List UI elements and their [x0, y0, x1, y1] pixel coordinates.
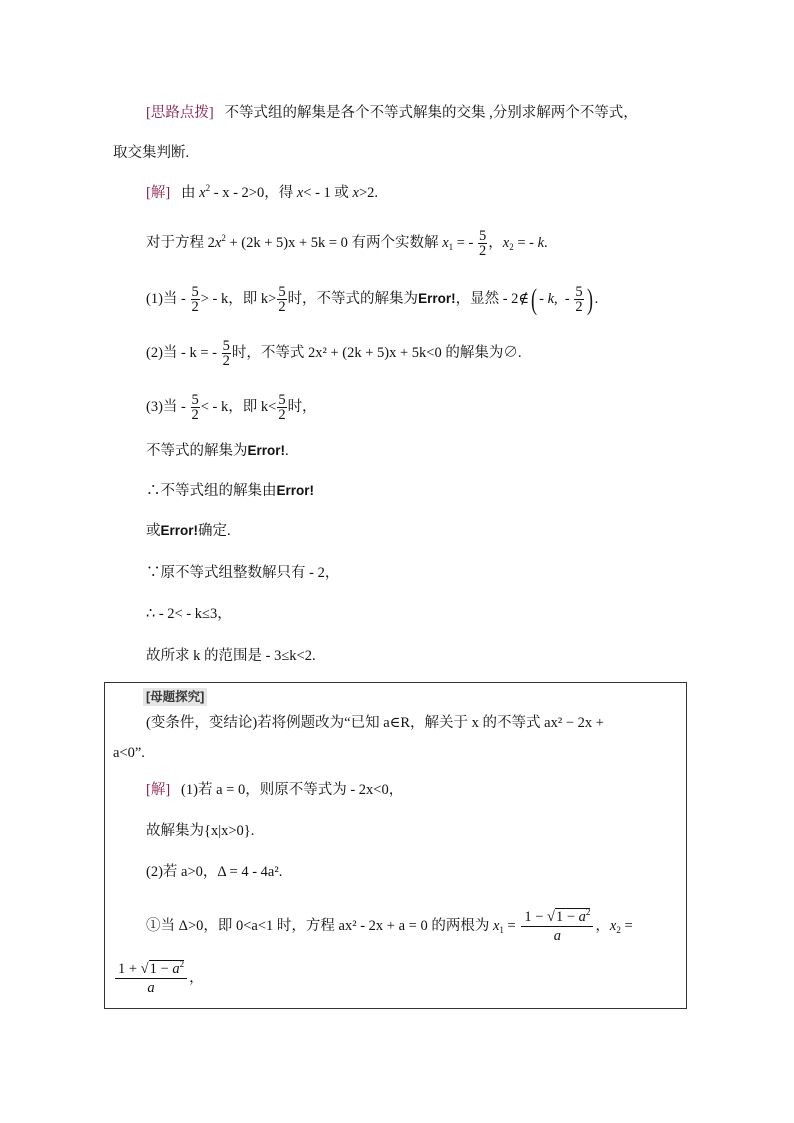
s4a-text: ①当 Δ>0，即 0<a<1 时，方程 ax² - 2x + a = 0 的两根为 [146, 917, 490, 934]
solution-line-l2 [146, 481, 314, 501]
s1-text: (1)若 a = 0，则原不等式为 - 2x<0， [181, 782, 404, 798]
solution-line-l5: ∴ - 2< - k≤3， [146, 606, 232, 622]
explore-question-2: a<0”. [113, 745, 145, 761]
case1-line: (1)当 - $\frac{5}{2}$ > - k，即 k> $\frac{5}{2}$ 时，不等式的解集为Error!，显然 - 2∉( - k, - $\frac{5}{2}$ ) . [146, 282, 599, 316]
fraction-5-2: $\frac{5}{2}$ [479, 228, 487, 259]
root-fraction-2: $\frac{1 + √1 - a^2}{a}$ [115, 960, 187, 997]
case2-b: 时，不等式 2x² + (2k + 5)x + 5k<0 的解集为∅. [231, 344, 522, 361]
error-ref: Error! [247, 443, 286, 458]
explore-solution-4: ①当 Δ>0，即 0<a<1 时，方程 ax² - 2x + a = 0 的两根为 $x_1$ = $\frac{1 - √1 - a^2}{a}$ ，$x_2$ = [146, 907, 633, 944]
error-ref: Error! [160, 523, 199, 538]
solution-line-l4: ∵原不等式组整数解只有 - 2， [146, 565, 340, 581]
explore-question-1: (变条件，变结论)若将例题改为“已知 a∈R，解关于 x 的不等式 ax² − 2x + [146, 715, 604, 731]
case1-d: ，显然 - 2∉ [455, 290, 530, 307]
step1-pre: 由 [181, 185, 196, 201]
case3-a: (3)当 - [146, 398, 186, 415]
fraction-5-2: $\frac{5}{2}$ [191, 284, 199, 315]
case3-c: 时， [287, 398, 317, 415]
hint-line-1 [146, 103, 638, 123]
hint-line-2: 取交集判断. [113, 145, 190, 161]
explore-solution-5 [113, 960, 204, 997]
explore-solution-2: 故解集为{x|x>0}. [146, 823, 255, 839]
eq-intro: 对于方程 2 [146, 234, 215, 251]
solution-line-l6: 故所求 k 的范围是 - 3≤k<2. [146, 648, 316, 664]
eq-mid: + (2k + 5)x + 5k = 0 有两个实数解 [229, 234, 439, 251]
case3-line [146, 393, 317, 422]
fraction-5-2: $\frac{5}{2}$ [278, 392, 286, 423]
l3-post: 确定. [198, 523, 231, 539]
case2-line [146, 339, 521, 368]
solution-label: [解] [146, 185, 171, 201]
case2-a: (2)当 - k = - [146, 344, 217, 361]
case1-a: (1)当 - [146, 290, 186, 307]
l3-pre: 或 [146, 523, 161, 539]
l1-end: . [285, 443, 289, 459]
hint-label: [思路点拨] [146, 105, 214, 121]
solution-line-l3 [146, 521, 231, 541]
root-fraction-1: $\frac{1 - √1 - a^2}{a}$ [521, 908, 593, 945]
fraction-5-2: $\frac{5}{2}$ [575, 284, 583, 315]
fraction-5-2: $\frac{5}{2}$ [191, 392, 199, 423]
solution-line-l1 [146, 441, 289, 461]
l1-text: 不等式的解集为 [146, 443, 248, 459]
error-ref: Error! [418, 290, 456, 306]
explore-solution-1 [146, 780, 403, 800]
error-ref: Error! [276, 483, 315, 498]
explore-label: [母题探究] [143, 688, 207, 706]
case1-c: 时，不等式的解集为 [287, 290, 419, 307]
case1-b: > - k，即 k> [200, 290, 277, 307]
step1-post: 或 [334, 185, 349, 201]
case3-b: < - k，即 k< [200, 398, 277, 415]
equation-line: 对于方程 $2x^2 + (2k + 5)x + 5k = 0$ 有两个实数解 $x_1$ = - $\frac{5}{2}$ ，$x_2$ = - k. [146, 228, 548, 259]
explore-solution-3: (2)若 a>0，Δ = 4 - 4a². [146, 864, 283, 880]
hint-text-1: 不等式组的解集是各个不等式解集的交集 ,分别求解两个不等式， [224, 105, 638, 121]
fraction-5-2: $\frac{5}{2}$ [222, 338, 230, 369]
s5-end: ， [189, 969, 204, 986]
l2-text: ∴不等式组的解集由 [146, 483, 277, 499]
fraction-5-2: $\frac{5}{2}$ [278, 284, 286, 315]
solution-line-1: [解] 由 $x^2 - x - 2>0$，得 x< - 1 或 x>2. [146, 183, 379, 201]
step1-mid: - x - 2>0，得 [213, 185, 294, 201]
explore-solution-label: [解] [146, 782, 171, 798]
